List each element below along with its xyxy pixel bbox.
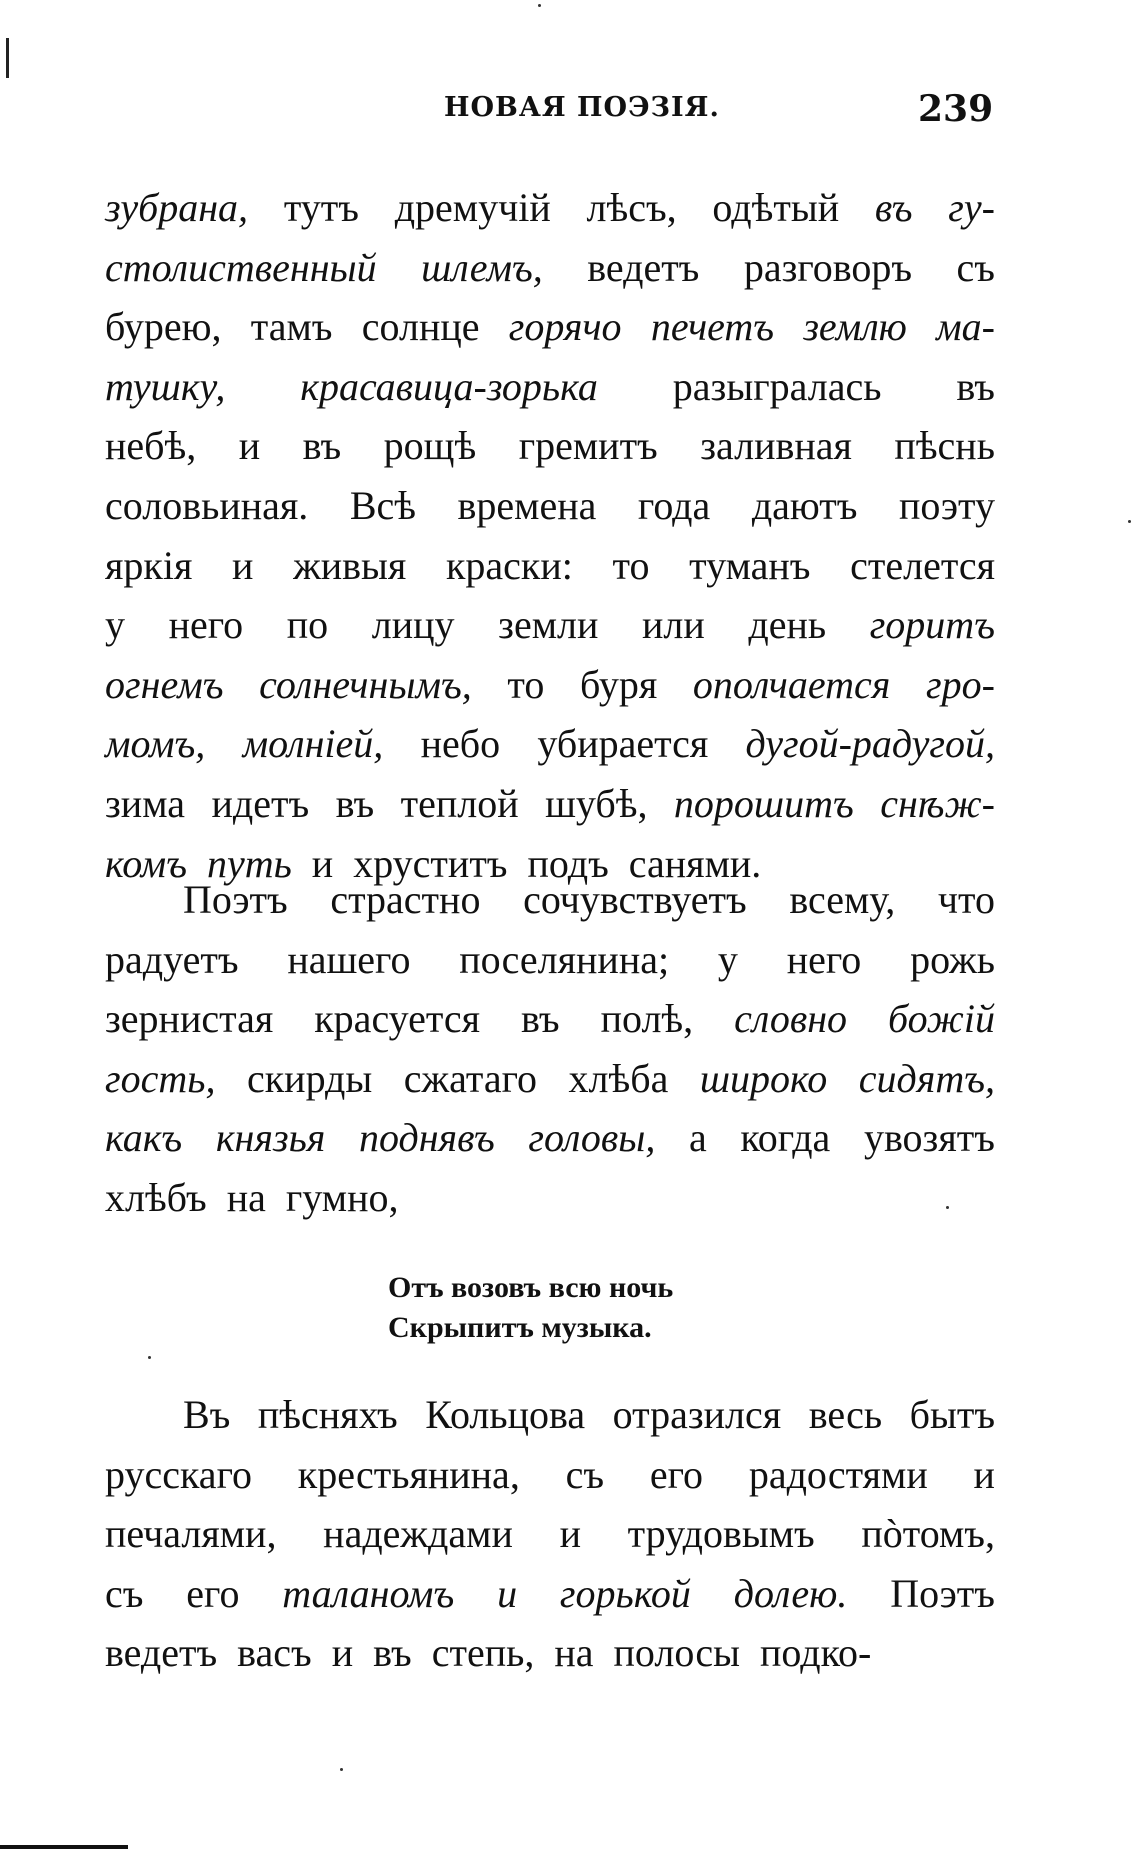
text-line xyxy=(105,476,995,536)
word: увозятъ xyxy=(863,1115,995,1161)
word: небѣ, xyxy=(105,423,197,469)
word: Всѣ xyxy=(349,482,416,528)
text-line xyxy=(105,178,995,238)
text-line xyxy=(105,1564,995,1624)
text-line xyxy=(105,1504,995,1564)
word: гу- xyxy=(948,185,995,230)
text-line xyxy=(105,1049,995,1109)
word: всему, xyxy=(789,877,896,922)
word: зима xyxy=(105,780,185,826)
word: полосы xyxy=(613,1630,740,1676)
word: трудовымъ xyxy=(627,1511,815,1557)
word: что xyxy=(937,877,995,922)
text-line xyxy=(105,595,995,655)
word: у xyxy=(105,602,125,648)
word: надеждами xyxy=(323,1511,513,1557)
word: разговоръ xyxy=(743,244,913,290)
text-line xyxy=(105,1385,995,1445)
word: хлѣба xyxy=(568,1055,669,1101)
paragraph-1 xyxy=(105,178,995,893)
text-line xyxy=(105,1108,995,1168)
word: зернистая xyxy=(105,996,274,1042)
paragraph-3 xyxy=(105,1385,995,1683)
verse-line-1: Отъ возовъ всю ночь xyxy=(388,1271,674,1304)
word: таланомъ xyxy=(282,1570,455,1616)
word: краски: xyxy=(445,542,573,588)
word: то xyxy=(507,661,545,707)
word: Поэтъ xyxy=(890,1570,995,1616)
word: идетъ xyxy=(211,780,310,826)
word: въ xyxy=(373,1630,412,1676)
word: на xyxy=(554,1630,594,1676)
word: и xyxy=(973,1451,995,1497)
word: небо xyxy=(420,721,501,767)
word: санями. xyxy=(628,840,762,886)
word: снѣж- xyxy=(880,780,995,826)
scan-speck xyxy=(340,1768,343,1771)
word: яркія xyxy=(105,542,193,588)
scan-speck xyxy=(538,4,541,7)
word: тутъ xyxy=(283,185,359,230)
word: печетъ xyxy=(650,304,775,350)
word: радостями xyxy=(748,1451,928,1497)
word: бурею, xyxy=(105,304,222,350)
word: тушку, xyxy=(105,363,226,409)
word: или xyxy=(641,602,705,648)
word: момъ, xyxy=(105,721,206,767)
verse-line-2: Скрыпитъ музыка. xyxy=(388,1311,652,1344)
word: широко xyxy=(699,1055,828,1101)
running-title: НОВАЯ ПОЭЗІЯ. xyxy=(444,92,720,123)
text-line xyxy=(105,870,995,930)
text-line xyxy=(105,1168,995,1228)
page-header xyxy=(0,88,1140,128)
word: долею. xyxy=(733,1570,848,1616)
word: нашего xyxy=(287,936,411,982)
word: пòтомъ, xyxy=(861,1511,995,1557)
word: гость, xyxy=(105,1055,216,1101)
word: головы, xyxy=(528,1115,656,1161)
verse-quote xyxy=(388,1268,673,1348)
word: его xyxy=(649,1451,704,1497)
word: въ xyxy=(302,423,342,469)
text-line xyxy=(105,774,995,834)
word: даютъ xyxy=(751,482,858,528)
word: путь xyxy=(206,840,292,886)
word: шлемъ, xyxy=(421,244,543,290)
word: и xyxy=(331,1630,354,1676)
text-line xyxy=(105,1445,995,1505)
text-line xyxy=(105,989,995,1049)
word: отразился xyxy=(612,1392,782,1437)
word: то xyxy=(612,542,650,588)
word: него xyxy=(168,602,244,648)
word: горячо xyxy=(508,304,622,350)
word: землю xyxy=(803,304,907,350)
word: рожь xyxy=(910,936,995,982)
word: какъ xyxy=(105,1115,183,1161)
word: и xyxy=(497,1570,518,1616)
word: сжатаго xyxy=(403,1055,538,1101)
word: дремучій xyxy=(394,185,551,230)
word: и xyxy=(559,1511,581,1557)
word: когда xyxy=(740,1115,831,1161)
word: теплой xyxy=(400,780,519,826)
word: и xyxy=(238,423,261,469)
word: полѣ, xyxy=(600,996,694,1042)
word: у xyxy=(717,936,738,982)
word: подко- xyxy=(759,1630,872,1676)
word: солнце xyxy=(361,304,480,350)
word: словно xyxy=(734,996,848,1042)
word: ведетъ xyxy=(587,244,700,290)
word: столиственный xyxy=(105,244,377,290)
word: пѣснь xyxy=(894,423,995,469)
word: князья xyxy=(215,1115,326,1161)
word: радуетъ xyxy=(105,936,239,982)
word: тамъ xyxy=(250,304,333,350)
word: времена xyxy=(457,482,597,528)
word: въ xyxy=(521,996,560,1042)
word: весь xyxy=(808,1392,883,1437)
word: убирается xyxy=(537,721,709,767)
word: въ xyxy=(335,780,375,826)
word: заливная xyxy=(700,423,852,469)
word: русскаго xyxy=(105,1451,252,1497)
text-line xyxy=(105,536,995,596)
word: хруститъ xyxy=(353,840,508,886)
word: пѣсняхъ xyxy=(257,1392,398,1437)
word: по xyxy=(286,602,329,648)
word: дугой-радугой, xyxy=(745,721,995,767)
text-line xyxy=(105,1623,995,1683)
word: лицу xyxy=(371,602,455,648)
word: рощѣ xyxy=(383,423,477,469)
word: скирды xyxy=(246,1055,373,1101)
word: ма- xyxy=(936,304,995,350)
word: буря xyxy=(580,661,658,707)
word: съ xyxy=(105,1570,144,1616)
text-line xyxy=(105,357,995,417)
word: гро- xyxy=(926,661,995,707)
word: на xyxy=(226,1174,266,1220)
word: красуется xyxy=(314,996,481,1042)
word: земли xyxy=(498,602,599,648)
word: съ xyxy=(956,244,995,290)
paragraph-2 xyxy=(105,870,995,1228)
word: въ xyxy=(956,363,995,409)
word: и xyxy=(311,840,334,886)
word: шубѣ, xyxy=(545,780,648,826)
word: живыя xyxy=(293,542,407,588)
word: съ xyxy=(565,1451,605,1497)
word: солнечнымъ, xyxy=(259,661,472,707)
word: ополчается xyxy=(692,661,891,707)
word: хлѣбъ xyxy=(105,1174,207,1220)
word: Въ xyxy=(183,1392,231,1437)
word: комъ xyxy=(105,840,187,886)
word: горькой xyxy=(559,1570,691,1616)
text-line xyxy=(105,714,995,774)
word: и xyxy=(232,542,254,588)
word: соловьиная. xyxy=(105,482,309,528)
word: огнемъ xyxy=(105,661,224,707)
word: гремитъ xyxy=(518,423,658,469)
word: поднявъ xyxy=(359,1115,495,1161)
word: печалями, xyxy=(105,1511,277,1557)
word: зубрана, xyxy=(105,185,249,230)
word: ведетъ xyxy=(105,1630,218,1676)
word: бытъ xyxy=(909,1392,995,1437)
word: лѣсъ, xyxy=(586,185,677,230)
word: поселянина; xyxy=(459,936,670,982)
word: горитъ xyxy=(869,602,995,648)
page-number: 239 xyxy=(918,88,994,130)
word: степь, xyxy=(431,1630,535,1676)
text-line xyxy=(105,416,995,476)
word: васъ xyxy=(237,1630,312,1676)
word: его xyxy=(186,1570,240,1616)
word: сидятъ, xyxy=(858,1055,995,1101)
word: въ xyxy=(874,185,913,230)
word: божій xyxy=(888,996,995,1042)
text-line xyxy=(105,297,995,357)
word: Поэтъ xyxy=(183,877,288,922)
word: сочувствуетъ xyxy=(523,877,747,922)
word: разыгралась xyxy=(672,363,882,409)
scan-speck xyxy=(1128,520,1131,523)
word: Кольцова xyxy=(425,1392,586,1437)
word: стелется xyxy=(850,542,995,588)
scan-speck xyxy=(946,1206,949,1209)
word: красавица-зорька xyxy=(300,363,598,409)
word: день xyxy=(748,602,827,648)
word: года xyxy=(637,482,711,528)
word: туманъ xyxy=(689,542,811,588)
text-line xyxy=(105,655,995,715)
word: подъ xyxy=(527,840,609,886)
footer-rule xyxy=(0,1845,128,1849)
word: него xyxy=(786,936,862,982)
word: поэту xyxy=(898,482,995,528)
word: гумно, xyxy=(285,1174,399,1220)
word: крестьянина, xyxy=(297,1451,520,1497)
scan-speck xyxy=(148,1356,151,1359)
word: страстно xyxy=(330,877,481,922)
word: одѣтый xyxy=(712,185,840,230)
text-line xyxy=(105,930,995,990)
word: молніей, xyxy=(242,721,384,767)
scan-edge-mark xyxy=(6,38,9,78)
word: а xyxy=(689,1115,707,1161)
text-line xyxy=(105,238,995,298)
word: порошитъ xyxy=(673,780,854,826)
